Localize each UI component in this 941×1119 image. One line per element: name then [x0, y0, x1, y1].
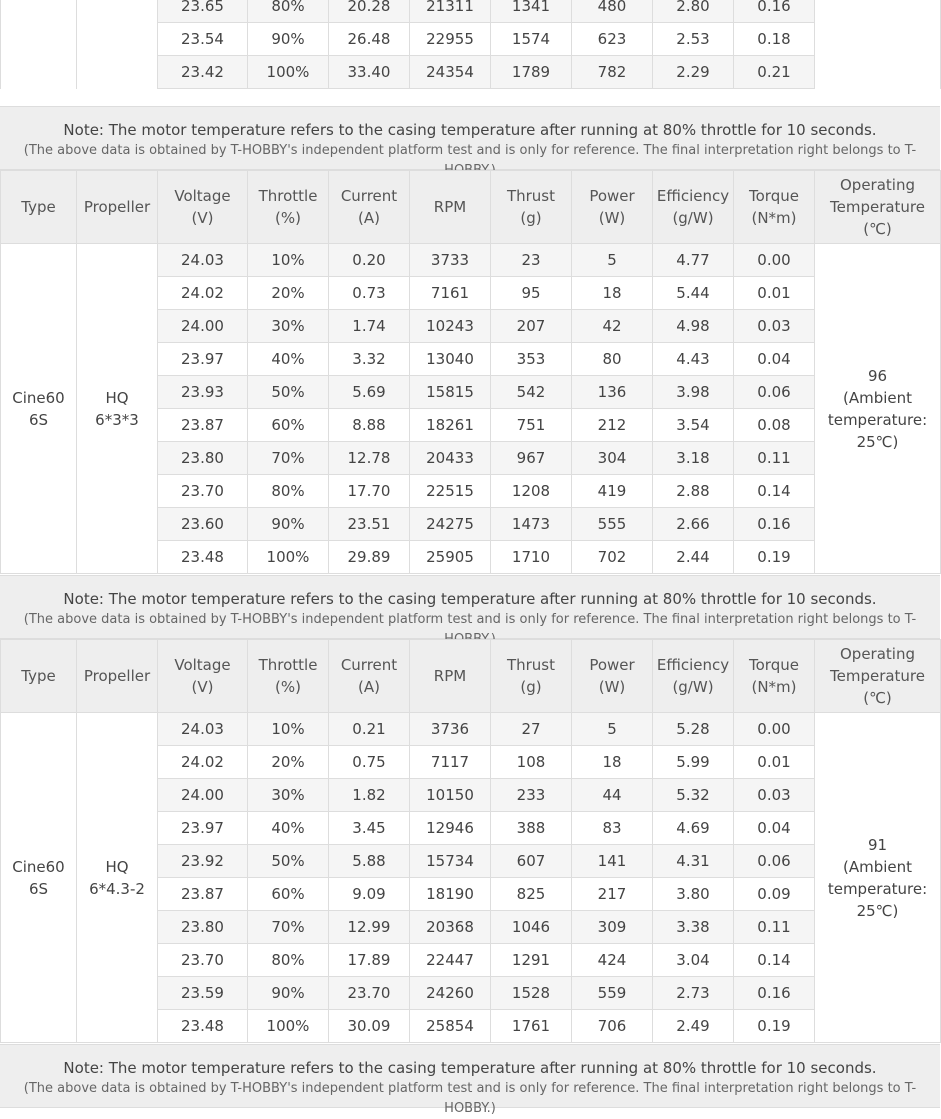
- efficiency-cell: 5.99: [653, 746, 734, 779]
- torque-cell: 0.01: [734, 277, 815, 310]
- throttle-cell: 100%: [248, 56, 329, 89]
- header-type: Type: [1, 640, 77, 713]
- current-cell: 0.21: [329, 713, 410, 746]
- note-disclaimer-text: (The above data is obtained by T-HOBBY's independent platform test and is only for reference. The final interpretation right belongs to T-: [23, 612, 917, 627]
- propeller-cell: [77, 0, 158, 89]
- header-current: Current (A): [329, 640, 410, 713]
- efficiency-cell: 4.31: [653, 845, 734, 878]
- current-cell: 3.45: [329, 812, 410, 845]
- rpm-cell: 20433: [410, 442, 491, 475]
- rpm-cell: 25854: [410, 1010, 491, 1043]
- current-cell: 20.28: [329, 0, 410, 23]
- rpm-cell: 18261: [410, 409, 491, 442]
- torque-cell: 0.01: [734, 746, 815, 779]
- voltage-cell: 23.48: [158, 1010, 248, 1043]
- rpm-cell: 10243: [410, 310, 491, 343]
- throttle-cell: 80%: [248, 475, 329, 508]
- rpm-cell: 15734: [410, 845, 491, 878]
- rpm-cell: 24354: [410, 56, 491, 89]
- voltage-cell: 23.97: [158, 812, 248, 845]
- thrust-cell: 967: [491, 442, 572, 475]
- efficiency-cell: 2.29: [653, 56, 734, 89]
- power-cell: 623: [572, 23, 653, 56]
- voltage-cell: 23.54: [158, 23, 248, 56]
- torque-cell: 0.16: [734, 508, 815, 541]
- voltage-cell: 23.97: [158, 343, 248, 376]
- test-table-2-block: [0, 170, 940, 574]
- voltage-cell: 23.93: [158, 376, 248, 409]
- torque-cell: 0.11: [734, 442, 815, 475]
- type-cell: Cine60 6S: [1, 713, 77, 1043]
- table-row: [1, 244, 941, 277]
- header-throttle: Throttle (%): [248, 640, 329, 713]
- header-rpm: RPM: [410, 640, 491, 713]
- note-3: [0, 1044, 940, 1116]
- efficiency-cell: 2.88: [653, 475, 734, 508]
- rpm-cell: 21311: [410, 0, 491, 23]
- current-cell: 1.74: [329, 310, 410, 343]
- power-cell: 559: [572, 977, 653, 1010]
- throttle-cell: 50%: [248, 845, 329, 878]
- test-table-2: [0, 170, 941, 574]
- voltage-cell: 24.02: [158, 746, 248, 779]
- voltage-cell: 23.80: [158, 911, 248, 944]
- header-current: Current (A): [329, 171, 410, 244]
- header-propeller: Propeller: [77, 640, 158, 713]
- power-cell: 42: [572, 310, 653, 343]
- header-row: [1, 171, 941, 244]
- rpm-cell: 20368: [410, 911, 491, 944]
- rpm-cell: 3736: [410, 713, 491, 746]
- power-cell: 706: [572, 1010, 653, 1043]
- power-cell: 555: [572, 508, 653, 541]
- efficiency-cell: 3.54: [653, 409, 734, 442]
- efficiency-cell: 2.49: [653, 1010, 734, 1043]
- torque-cell: 0.00: [734, 713, 815, 746]
- throttle-cell: 20%: [248, 277, 329, 310]
- torque-cell: 0.19: [734, 1010, 815, 1043]
- header-power: Power (W): [572, 171, 653, 244]
- throttle-cell: 10%: [248, 244, 329, 277]
- thrust-cell: 108: [491, 746, 572, 779]
- thrust-cell: 825: [491, 878, 572, 911]
- header-temperature: Operating Temperature (℃): [815, 171, 941, 244]
- rpm-cell: 22955: [410, 23, 491, 56]
- header-propeller: Propeller: [77, 171, 158, 244]
- throttle-cell: 40%: [248, 812, 329, 845]
- thrust-cell: 542: [491, 376, 572, 409]
- thrust-cell: 1341: [491, 0, 572, 23]
- current-cell: 26.48: [329, 23, 410, 56]
- efficiency-cell: 2.53: [653, 23, 734, 56]
- thrust-cell: 1473: [491, 508, 572, 541]
- throttle-cell: 90%: [248, 977, 329, 1010]
- current-cell: 5.88: [329, 845, 410, 878]
- efficiency-cell: 4.98: [653, 310, 734, 343]
- test-table-3-block: [0, 639, 940, 1043]
- header-power: Power (W): [572, 640, 653, 713]
- thrust-cell: 1528: [491, 977, 572, 1010]
- header-throttle: Throttle (%): [248, 171, 329, 244]
- note-main-text: Note: The motor temperature refers to the casing temperature after running at 80% throttle for 10 seconds.: [63, 590, 877, 608]
- throttle-cell: 100%: [248, 541, 329, 574]
- thrust-cell: 233: [491, 779, 572, 812]
- current-cell: 8.88: [329, 409, 410, 442]
- current-cell: 17.70: [329, 475, 410, 508]
- power-cell: 80: [572, 343, 653, 376]
- throttle-cell: 100%: [248, 1010, 329, 1043]
- header-torque: Torque (N*m): [734, 640, 815, 713]
- header-rpm: RPM: [410, 171, 491, 244]
- current-cell: 12.99: [329, 911, 410, 944]
- torque-cell: 0.08: [734, 409, 815, 442]
- voltage-cell: 23.70: [158, 475, 248, 508]
- rpm-cell: 24260: [410, 977, 491, 1010]
- throttle-cell: 90%: [248, 23, 329, 56]
- header-voltage: Voltage (V): [158, 171, 248, 244]
- thrust-cell: 388: [491, 812, 572, 845]
- note-disclaimer-text: (The above data is obtained by T-HOBBY's independent platform test and is only for reference. The final interpretation right belongs to T-: [23, 143, 917, 158]
- thrust-cell: 607: [491, 845, 572, 878]
- torque-cell: 0.06: [734, 376, 815, 409]
- efficiency-cell: 3.18: [653, 442, 734, 475]
- voltage-cell: 23.70: [158, 944, 248, 977]
- current-cell: 12.78: [329, 442, 410, 475]
- temperature-cell: 96 (Ambient temperature: 25℃): [815, 244, 941, 574]
- power-cell: 217: [572, 878, 653, 911]
- throttle-cell: 90%: [248, 508, 329, 541]
- thrust-cell: 353: [491, 343, 572, 376]
- power-cell: 141: [572, 845, 653, 878]
- header-voltage: Voltage (V): [158, 640, 248, 713]
- efficiency-cell: 2.66: [653, 508, 734, 541]
- current-cell: 3.32: [329, 343, 410, 376]
- power-cell: 309: [572, 911, 653, 944]
- efficiency-cell: 5.28: [653, 713, 734, 746]
- voltage-cell: 24.00: [158, 310, 248, 343]
- header-temperature: Operating Temperature (℃): [815, 640, 941, 713]
- current-cell: 9.09: [329, 878, 410, 911]
- rpm-cell: 10150: [410, 779, 491, 812]
- voltage-cell: 23.48: [158, 541, 248, 574]
- current-cell: 1.82: [329, 779, 410, 812]
- rpm-cell: 13040: [410, 343, 491, 376]
- current-cell: 23.51: [329, 508, 410, 541]
- thrust-cell: 207: [491, 310, 572, 343]
- efficiency-cell: 4.69: [653, 812, 734, 845]
- temperature-cell: [815, 0, 941, 89]
- thrust-cell: 95: [491, 277, 572, 310]
- throttle-cell: 80%: [248, 0, 329, 23]
- rpm-cell: 7117: [410, 746, 491, 779]
- test-table-3: [0, 639, 941, 1043]
- power-cell: 5: [572, 244, 653, 277]
- torque-cell: 0.00: [734, 244, 815, 277]
- throttle-cell: 20%: [248, 746, 329, 779]
- power-cell: 702: [572, 541, 653, 574]
- voltage-cell: 23.65: [158, 0, 248, 23]
- current-cell: 17.89: [329, 944, 410, 977]
- power-cell: 136: [572, 376, 653, 409]
- type-cell: Cine60 6S: [1, 244, 77, 574]
- power-cell: 5: [572, 713, 653, 746]
- efficiency-cell: 3.98: [653, 376, 734, 409]
- voltage-cell: 23.92: [158, 845, 248, 878]
- current-cell: 5.69: [329, 376, 410, 409]
- torque-cell: 0.04: [734, 812, 815, 845]
- propeller-cell: HQ 6*4.3-2: [77, 713, 158, 1043]
- table-row: [1, 0, 941, 23]
- thrust-cell: 1208: [491, 475, 572, 508]
- torque-cell: 0.06: [734, 845, 815, 878]
- thrust-cell: 23: [491, 244, 572, 277]
- torque-cell: 0.14: [734, 475, 815, 508]
- header-thrust: Thrust (g): [491, 171, 572, 244]
- table-row: [1, 713, 941, 746]
- power-cell: 44: [572, 779, 653, 812]
- efficiency-cell: 4.43: [653, 343, 734, 376]
- torque-cell: 0.16: [734, 0, 815, 23]
- power-cell: 480: [572, 0, 653, 23]
- thrust-cell: 1761: [491, 1010, 572, 1043]
- thrust-cell: 1291: [491, 944, 572, 977]
- rpm-cell: 12946: [410, 812, 491, 845]
- power-cell: 782: [572, 56, 653, 89]
- header-efficiency: Efficiency (g/W): [653, 171, 734, 244]
- thrust-cell: 1789: [491, 56, 572, 89]
- torque-cell: 0.14: [734, 944, 815, 977]
- thrust-cell: 1574: [491, 23, 572, 56]
- current-cell: 30.09: [329, 1010, 410, 1043]
- efficiency-cell: 2.80: [653, 0, 734, 23]
- header-efficiency: Efficiency (g/W): [653, 640, 734, 713]
- torque-cell: 0.03: [734, 779, 815, 812]
- current-cell: 0.75: [329, 746, 410, 779]
- rpm-cell: 22515: [410, 475, 491, 508]
- torque-cell: 0.03: [734, 310, 815, 343]
- current-cell: 33.40: [329, 56, 410, 89]
- torque-cell: 0.04: [734, 343, 815, 376]
- rpm-cell: 18190: [410, 878, 491, 911]
- throttle-cell: 80%: [248, 944, 329, 977]
- thrust-cell: 1046: [491, 911, 572, 944]
- rpm-cell: 15815: [410, 376, 491, 409]
- propeller-cell: HQ 6*3*3: [77, 244, 158, 574]
- test-table-1: [0, 0, 941, 89]
- efficiency-cell: 2.73: [653, 977, 734, 1010]
- throttle-cell: 70%: [248, 911, 329, 944]
- rpm-cell: 22447: [410, 944, 491, 977]
- power-cell: 304: [572, 442, 653, 475]
- power-cell: 18: [572, 277, 653, 310]
- torque-cell: 0.16: [734, 977, 815, 1010]
- voltage-cell: 24.02: [158, 277, 248, 310]
- note-1: [0, 106, 940, 170]
- throttle-cell: 50%: [248, 376, 329, 409]
- power-cell: 424: [572, 944, 653, 977]
- voltage-cell: 23.60: [158, 508, 248, 541]
- rpm-cell: 3733: [410, 244, 491, 277]
- rpm-cell: 7161: [410, 277, 491, 310]
- power-cell: 18: [572, 746, 653, 779]
- note-disclaimer-text: (The above data is obtained by T-HOBBY's independent platform test and is only for reference. The final interpretation right belongs to T-HOBBY.): [23, 1081, 917, 1116]
- header-row: [1, 640, 941, 713]
- power-cell: 419: [572, 475, 653, 508]
- efficiency-cell: 4.77: [653, 244, 734, 277]
- voltage-cell: 23.87: [158, 409, 248, 442]
- efficiency-cell: 2.44: [653, 541, 734, 574]
- rpm-cell: 25905: [410, 541, 491, 574]
- efficiency-cell: 5.32: [653, 779, 734, 812]
- header-thrust: Thrust (g): [491, 640, 572, 713]
- current-cell: 23.70: [329, 977, 410, 1010]
- thrust-cell: 1710: [491, 541, 572, 574]
- throttle-cell: 60%: [248, 409, 329, 442]
- header-torque: Torque (N*m): [734, 171, 815, 244]
- temperature-cell: 91 (Ambient temperature: 25℃): [815, 713, 941, 1043]
- efficiency-cell: 3.38: [653, 911, 734, 944]
- power-cell: 83: [572, 812, 653, 845]
- voltage-cell: 24.03: [158, 713, 248, 746]
- voltage-cell: 23.42: [158, 56, 248, 89]
- torque-cell: 0.19: [734, 541, 815, 574]
- type-cell: [1, 0, 77, 89]
- test-table-1-block: [0, 0, 940, 89]
- efficiency-cell: 3.04: [653, 944, 734, 977]
- torque-cell: 0.09: [734, 878, 815, 911]
- current-cell: 29.89: [329, 541, 410, 574]
- throttle-cell: 60%: [248, 878, 329, 911]
- voltage-cell: 24.03: [158, 244, 248, 277]
- throttle-cell: 30%: [248, 779, 329, 812]
- torque-cell: 0.21: [734, 56, 815, 89]
- current-cell: 0.20: [329, 244, 410, 277]
- throttle-cell: 10%: [248, 713, 329, 746]
- note-2: [0, 575, 940, 639]
- throttle-cell: 40%: [248, 343, 329, 376]
- voltage-cell: 23.59: [158, 977, 248, 1010]
- note-main-text: Note: The motor temperature refers to the casing temperature after running at 80% throttle for 10 seconds.: [63, 121, 877, 139]
- efficiency-cell: 3.80: [653, 878, 734, 911]
- power-cell: 212: [572, 409, 653, 442]
- note-main-text: Note: The motor temperature refers to the casing temperature after running at 80% throttle for 10 seconds.: [63, 1059, 877, 1077]
- voltage-cell: 23.80: [158, 442, 248, 475]
- thrust-cell: 27: [491, 713, 572, 746]
- throttle-cell: 70%: [248, 442, 329, 475]
- current-cell: 0.73: [329, 277, 410, 310]
- torque-cell: 0.18: [734, 23, 815, 56]
- voltage-cell: 24.00: [158, 779, 248, 812]
- torque-cell: 0.11: [734, 911, 815, 944]
- throttle-cell: 30%: [248, 310, 329, 343]
- thrust-cell: 751: [491, 409, 572, 442]
- efficiency-cell: 5.44: [653, 277, 734, 310]
- voltage-cell: 23.87: [158, 878, 248, 911]
- header-type: Type: [1, 171, 77, 244]
- rpm-cell: 24275: [410, 508, 491, 541]
